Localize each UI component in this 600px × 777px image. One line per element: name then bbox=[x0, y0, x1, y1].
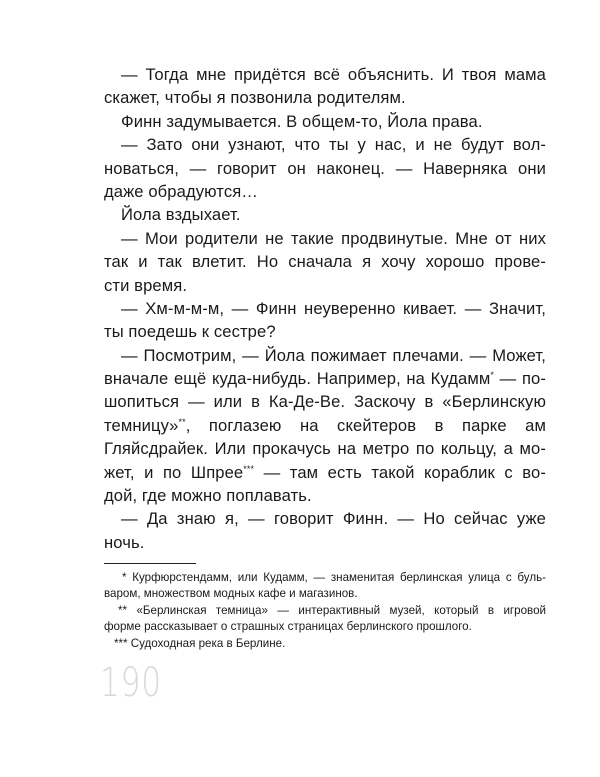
footnote-mark: * bbox=[490, 370, 494, 381]
text-line: скажет, чтобы я позвонила родителям. bbox=[104, 88, 406, 108]
text-line: Йола вздыхает. bbox=[121, 205, 241, 225]
footnote-mark: ** bbox=[178, 416, 186, 427]
footnote-mark: *** bbox=[243, 463, 255, 474]
text-line: ночь. bbox=[104, 532, 145, 552]
text-line: — Мои родители не такие продвинутые. Мне от них bbox=[121, 228, 546, 248]
text-line: ты поедешь к сестре? bbox=[104, 322, 276, 342]
footnotes bbox=[104, 570, 546, 652]
footnote-line: *** Судоходная река в Берлине. bbox=[114, 636, 286, 650]
text-line: так и так влетит. Но сначала я хочу хорошо прове- bbox=[104, 252, 546, 272]
page-number: 190 bbox=[100, 660, 162, 706]
footnote-line: * Курфюрстендамм, или Кудамм, — знаменитая берлинская улица с буль- bbox=[122, 571, 546, 584]
text-line: — Зато они узнают, что ты у нас, и не будут вол- bbox=[121, 135, 546, 155]
footnote-line: ** «Берлинская темница» — интерактивный музей, который в игровой bbox=[118, 603, 546, 617]
text-line: дой, где можно поплавать. bbox=[104, 486, 312, 506]
text-line: — Да знаю я, — говорит Финн. — Но сейчас уже bbox=[121, 509, 546, 529]
text-segment: жет, и по Шпрее bbox=[104, 462, 244, 482]
text-line: шопиться — или в Ка-Де-Ве. Заскочу в «Берлинскую bbox=[104, 392, 546, 412]
text-line: — Посмотрим, — Йола пожимает плечами. — Может, bbox=[121, 345, 546, 365]
text-line bbox=[104, 414, 546, 437]
text-line: — Тогда мне придётся всё объяснить. И твоя мама bbox=[121, 65, 546, 84]
text-segment: — по- bbox=[499, 369, 547, 389]
text-line: новаться, — говорит он наконец. — Наверняка они bbox=[104, 158, 546, 178]
text-line: сти время. bbox=[104, 275, 188, 295]
footnote-line: варом, множеством модных кафе и магазинов. bbox=[104, 587, 358, 601]
footnote-line: форме рассказывает о страшных страницах берлинского прошлого. bbox=[104, 620, 472, 634]
text-line: даже обрадуются… bbox=[104, 181, 258, 201]
body-text bbox=[104, 63, 546, 554]
text-line: Гляйсдрайек. Или прокачусь на метро по кольцу, а мо- bbox=[104, 439, 546, 459]
text-segment: , поглазею на скейтеров в парке ам bbox=[185, 415, 546, 435]
text-line: Финн задумывается. В общем-то, Йола права. bbox=[121, 111, 483, 131]
text-segment: темницу» bbox=[104, 415, 179, 435]
text-segment: — там есть такой кораблик с во- bbox=[254, 462, 546, 482]
text-segment: вначале ещё куда-нибудь. Например, на Кудамм bbox=[104, 369, 491, 389]
text-line: — Хм-м-м-м, — Финн неуверенно кивает. — Значит, bbox=[121, 298, 546, 318]
text-line bbox=[104, 461, 546, 484]
footnote-divider bbox=[104, 563, 196, 564]
text-line bbox=[104, 367, 546, 390]
